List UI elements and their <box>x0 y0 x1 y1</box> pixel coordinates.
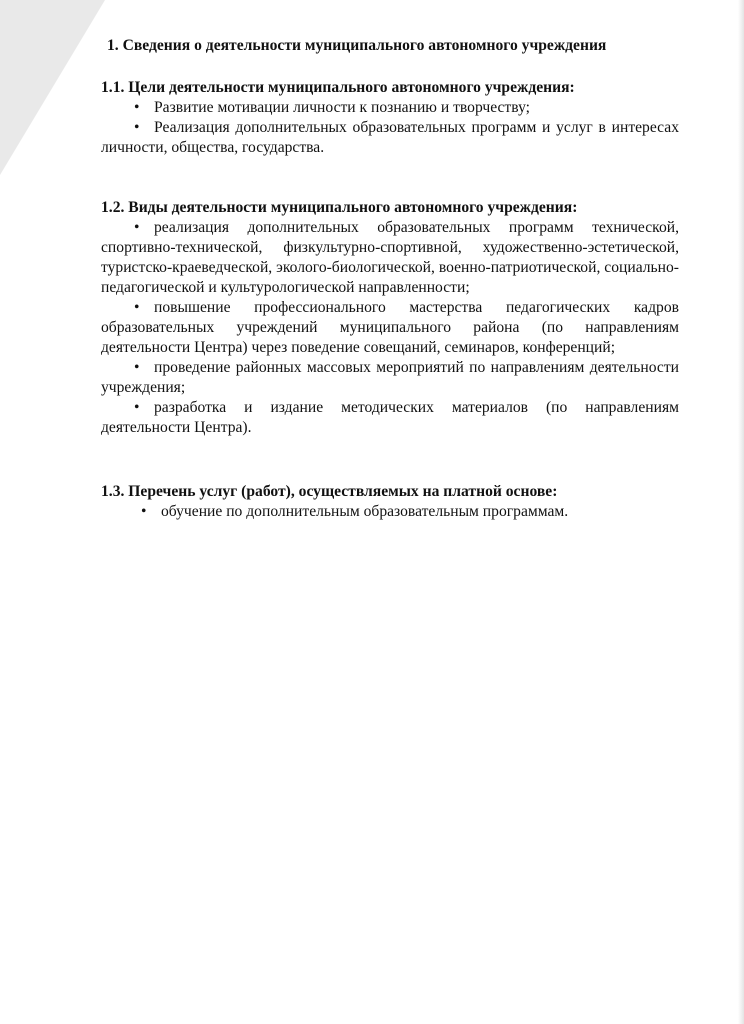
list-item <box>101 98 679 118</box>
activities-list <box>101 218 679 438</box>
bullet-icon: • <box>134 359 140 376</box>
scan-corner-shadow <box>0 0 105 175</box>
list-item <box>101 218 679 298</box>
section-heading-goals: 1.1. Цели деятельности муниципального автономного учреждения: <box>101 79 575 96</box>
bullet-icon: • <box>134 119 140 136</box>
list-item <box>101 502 679 522</box>
list-item-text: Реализация дополнительных образовательных программ и услуг в интересах личности, общества, государства. <box>101 119 679 156</box>
list-item-text: проведение районных массовых мероприятий по направлениям деятельности учреждения; <box>101 359 679 396</box>
list-item-text: реализация дополнительных образовательных программ технической, спортивно-технической, физкультурно-спортивной, художественно-эстетической, туристско-краеведческой, эколого-биологической, военно-патриотической, социально-педагогической и культурологической направленности; <box>101 219 679 296</box>
list-item <box>101 398 679 438</box>
list-item <box>101 358 679 398</box>
bullet-icon: • <box>141 503 147 520</box>
bullet-icon: • <box>134 399 140 416</box>
section-heading-paid-services: 1.3. Перечень услуг (работ), осуществляемых на платной основе: <box>101 483 558 500</box>
bullet-icon: • <box>134 299 140 316</box>
list-item <box>101 298 679 358</box>
list-item-text: обучение по дополнительным образовательным программам. <box>161 503 569 520</box>
bullet-icon: • <box>134 219 140 236</box>
document-title: 1. Сведения о деятельности муниципального автономного учреждения <box>107 37 607 54</box>
document-page <box>101 36 679 522</box>
list-item-text: Развитие мотивации личности к познанию и творчеству; <box>154 99 530 116</box>
list-item <box>101 118 679 158</box>
goals-list <box>101 98 679 158</box>
list-item-text: разработка и издание методических материалов (по направлениям деятельности Центра). <box>101 399 679 436</box>
bullet-icon: • <box>134 99 140 116</box>
scan-edge-shadow <box>738 0 744 1024</box>
paid-services-list <box>101 502 679 522</box>
section-heading-activities: 1.2. Виды деятельности муниципального автономного учреждения: <box>101 199 578 216</box>
list-item-text: повышение профессионального мастерства педагогических кадров образовательных учреждений муниципального района (по направлениям деятельности Центра) через поведение совещаний, семинаров, конференций; <box>101 299 679 356</box>
